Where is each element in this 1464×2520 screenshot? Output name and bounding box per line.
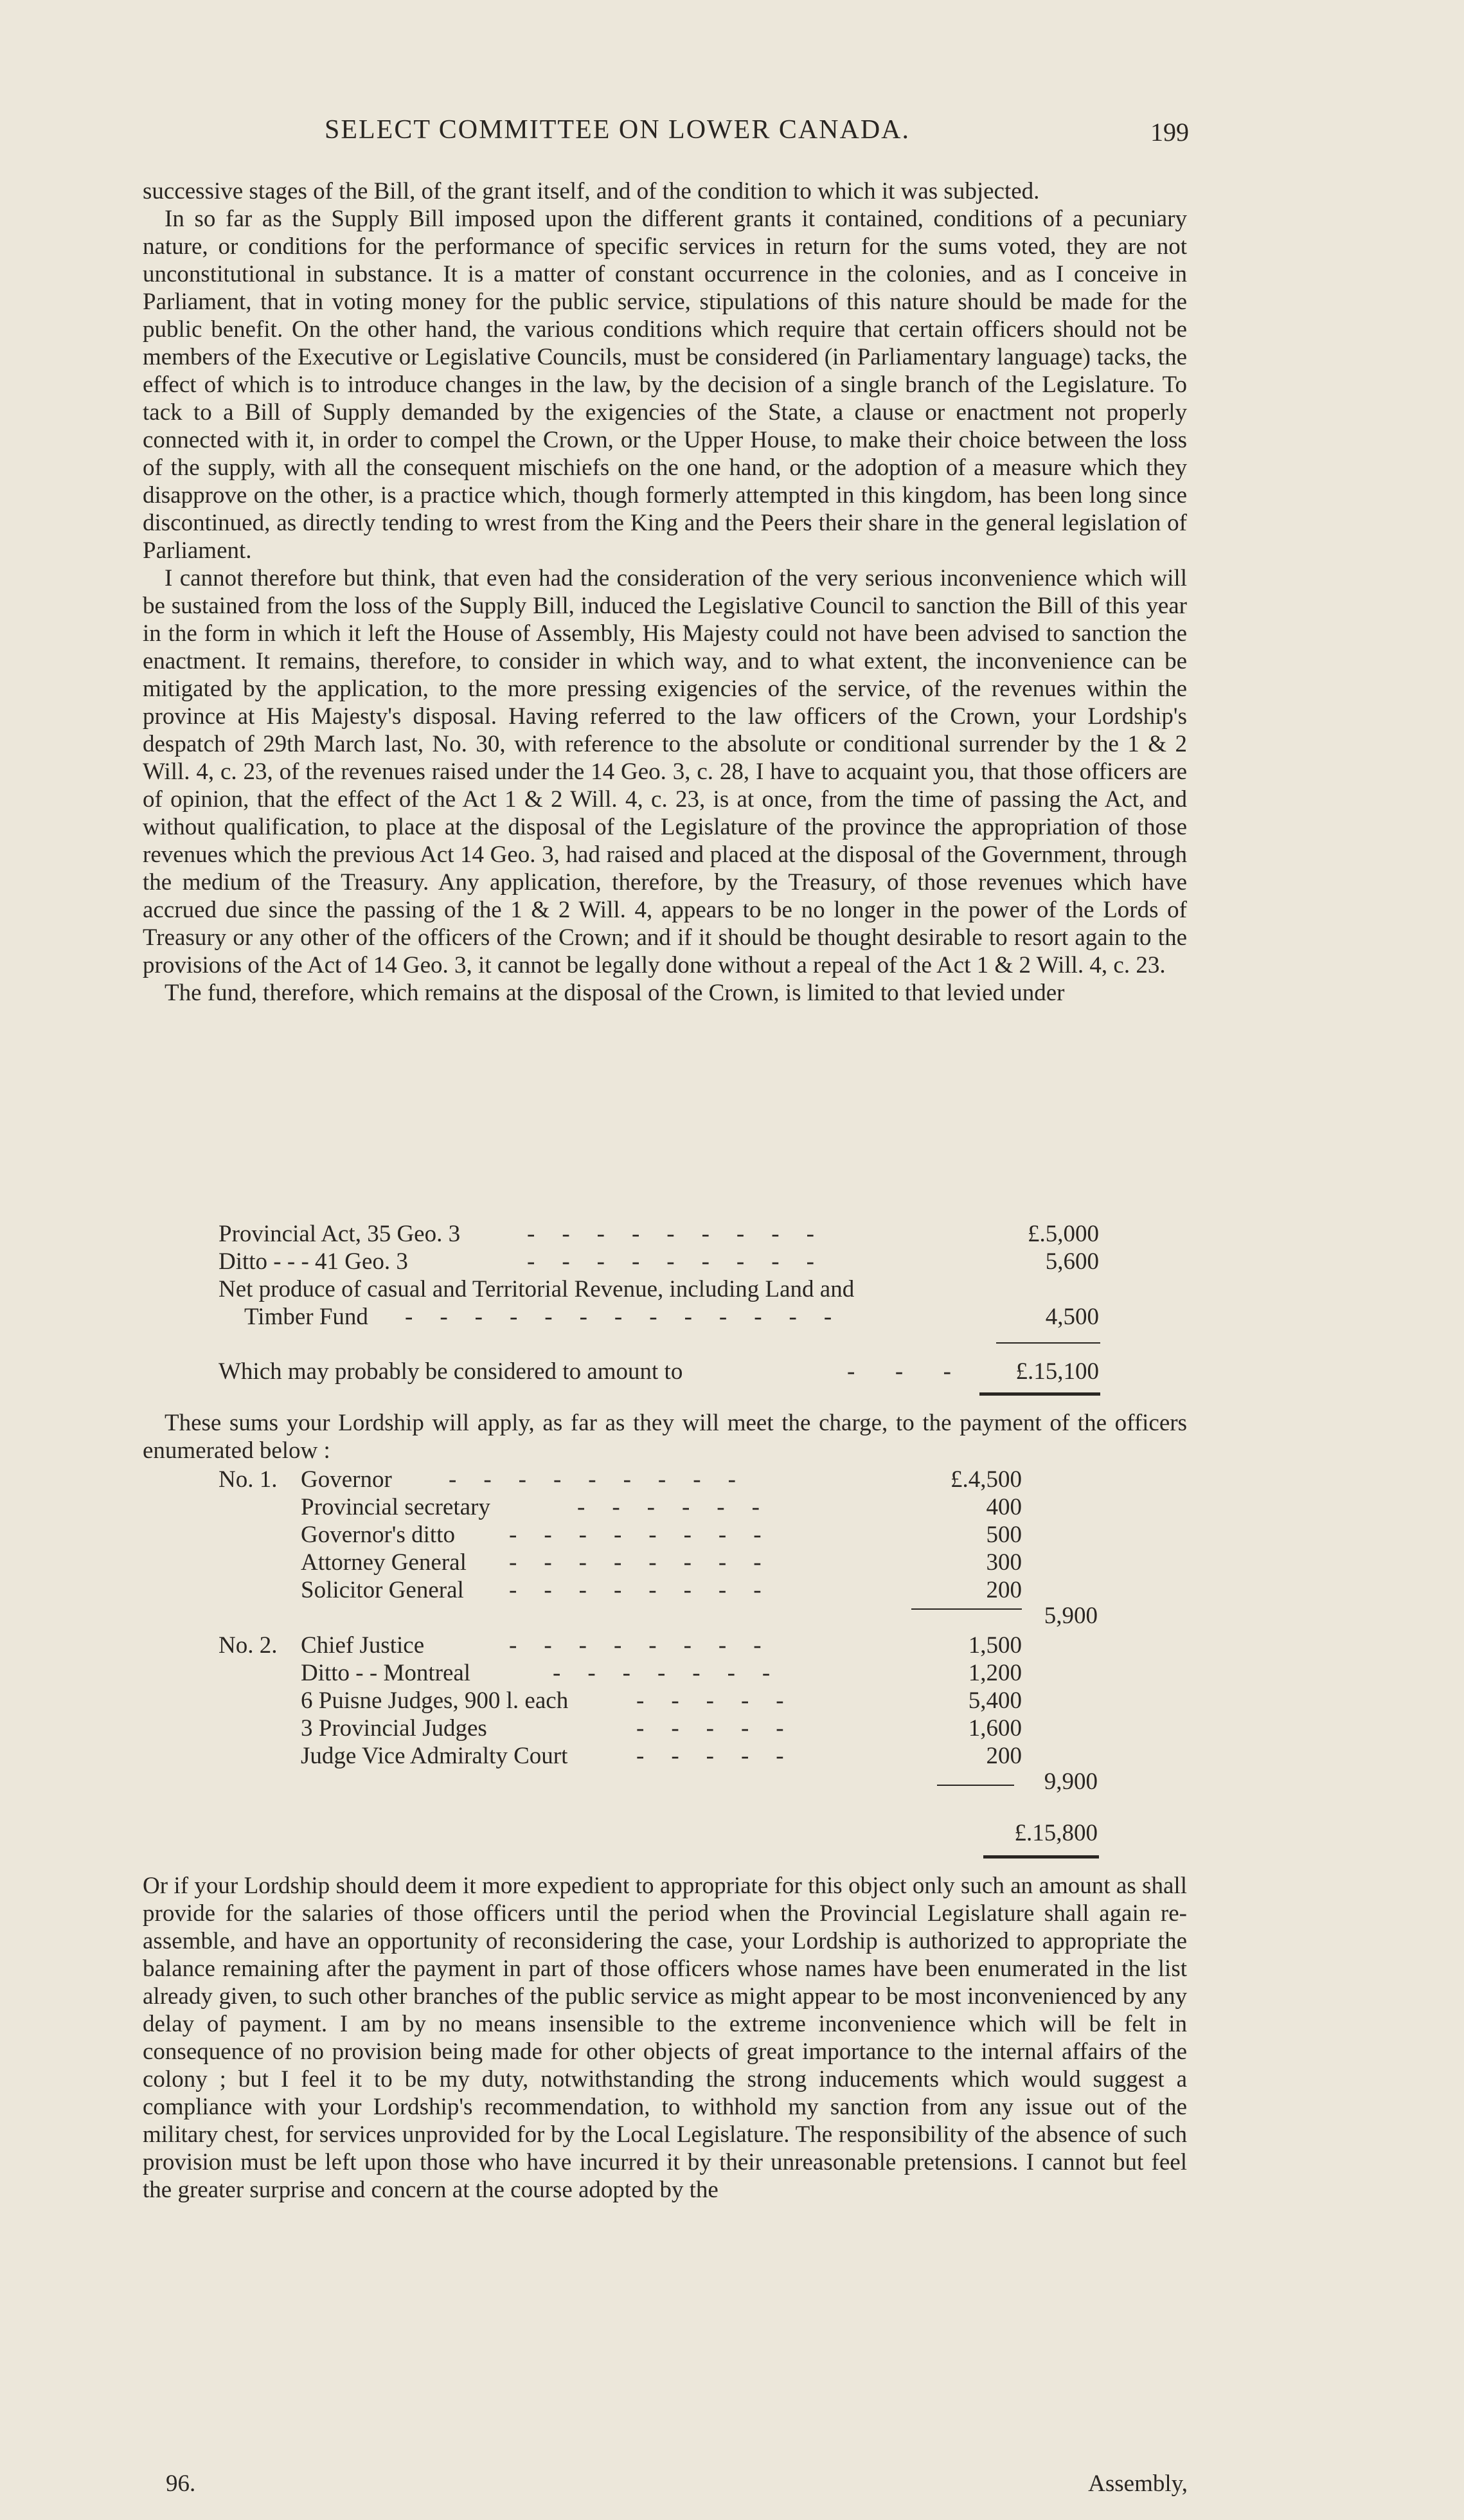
- fund-total-amount: £.15,100: [1015, 1358, 1099, 1385]
- officer-amount: 1,600: [968, 1715, 1022, 1742]
- running-header: [141, 114, 1189, 159]
- leader-dashes: - - - - - - - -: [509, 1577, 762, 1603]
- officer-amount: 400: [986, 1494, 1022, 1520]
- signature-mark: 96.: [166, 2470, 196, 2497]
- leader-dashes: - - - - - - - - -: [527, 1221, 815, 1247]
- leader-dashes: - - - - - - - - -: [449, 1466, 736, 1493]
- paragraph: I cannot therefore but think, that even had the consideration of the very serious inconvenience which will be sustained from the loss of the Supply Bill, induced the Legislative Council to sanction the Bill of this year in the form in which it left the House of Assembly, His Majesty could not have been advised to sanction the enactment. It remains, therefore, to consider in which way, and to what extent, the inconvenience can be mitigated by the application, to the more pressing exigencies of the service, of the revenues within the province at His Majesty's disposal. Having referred to the law officers of the Crown, your Lordship's despatch of 29th March last, No. 30, with reference to the absolute or conditional surrender by the 1 & 2 Will. 4, c. 23, of the revenues raised under the 14 Geo. 3, c. 28, I have to acquaint you, that those officers are of opinion, that the effect of the Act 1 & 2 Will. 4, c. 23, is at once, from the time of passing the Act, and without qualification, to place at the disposal of the Legislature of the province the appropriation of those revenues which the previous Act 14 Geo. 3, had raised and placed at the disposal of the Government, through the medium of the Treasury. Any application, therefore, by the Treasury, of those revenues which have accrued due since the passing of the 1 & 2 Will. 4, appears to be no longer in the power of the Lords of Treasury or any other of the officers of the Crown; and if it should be thought desirable to resort again to the provisions of the Act of 14 Geo. 3, it cannot be legally done without a repeal of the Act 1 & 2 Will. 4, c. 23.: [143, 565, 1187, 978]
- sum-rule: [996, 1342, 1100, 1344]
- body-text-top: [143, 177, 1187, 1007]
- leader-dashes: - - - - -: [636, 1688, 785, 1714]
- paragraph: Or if your Lordship should deem it more expedient to appropriate for this object only such an amount as shall provide for the salaries of those officers until the period when the Provincial Legislature shall again re-assemble, and have an opportunity of reconsidering the case, your Lordship is authorized to appropriate the balance remaining after the payment in part of those officers whose names have been enumerated in the list already given, to such other branches of the public service as might appear to be most inconvenienced by any delay of payment. I am by no means insensible to the extreme inconvenience which will be felt in consequence of no provision being made for other objects of great importance to the internal affairs of the colony ; but I feel it to be my duty, notwithstanding the strong inducements which would suggest a compliance with your Lordship's recommendation, to withhold my sanction from any issue out of the military chest, for services unprovided for by the Local Legislature. The responsibility of the absence of such provision must be left upon those who have incurred it by their unreasonable pretensions. I cannot but feel the greater surprise and concern at the course adopted by the: [143, 1873, 1187, 2203]
- officer-amount: £.4,500: [951, 1466, 1022, 1493]
- officer-label: Ditto - - Montreal: [301, 1660, 471, 1686]
- group-subtotal: 5,900: [1044, 1603, 1098, 1629]
- fund-total-label: Which may probably be considered to amount to: [219, 1358, 683, 1385]
- subtotal-rule: [937, 1785, 1014, 1786]
- leader-dashes: - - -: [847, 1358, 952, 1385]
- officer-label: Governor: [301, 1466, 392, 1493]
- body-text-bottom: [143, 1872, 1187, 2204]
- leader-dashes: - - - - - - - -: [509, 1522, 762, 1548]
- officer-label: 6 Puisne Judges, 900 l. each: [301, 1688, 569, 1714]
- group-number: No. 2.: [219, 1632, 278, 1659]
- leader-dashes: - - - - - - - -: [509, 1632, 762, 1659]
- grand-total: £.15,800: [1014, 1820, 1098, 1846]
- fund-row-amount: 4,500: [1045, 1304, 1099, 1330]
- total-rule: [983, 1855, 1099, 1859]
- officer-label: Chief Justice: [301, 1632, 425, 1659]
- leader-dashes: - - - - - - - - -: [527, 1248, 815, 1275]
- officer-amount: 500: [986, 1522, 1022, 1548]
- catchword: Assembly,: [1088, 2470, 1188, 2497]
- officer-amount: 200: [986, 1743, 1022, 1769]
- officer-amount: 1,200: [968, 1660, 1022, 1686]
- officer-amount: 300: [986, 1549, 1022, 1576]
- page-number: 199: [1150, 118, 1189, 147]
- officer-label: 3 Provincial Judges: [301, 1715, 487, 1742]
- officer-amount: 200: [986, 1577, 1022, 1603]
- leader-dashes: - - - - - - - - - - - - -: [405, 1304, 833, 1330]
- officer-label: Attorney General: [301, 1549, 467, 1576]
- officer-amount: 1,500: [968, 1632, 1022, 1659]
- officer-label: Governor's ditto: [301, 1522, 455, 1548]
- paragraph: successive stages of the Bill, of the grant itself, and of the condition to which it was subjected.: [143, 178, 1040, 204]
- officers-intro: [143, 1409, 1187, 1464]
- leader-dashes: - - - - - - -: [553, 1660, 771, 1686]
- fund-row-label: Net produce of casual and Territorial Revenue, including Land and: [219, 1276, 855, 1302]
- officer-label: Provincial secretary: [301, 1494, 490, 1520]
- group-subtotal: 9,900: [1044, 1769, 1098, 1795]
- leader-dashes: - - - - - - - -: [509, 1549, 762, 1576]
- officer-label: Judge Vice Admiralty Court: [301, 1743, 568, 1769]
- paragraph: In so far as the Supply Bill imposed upon the different grants it contained, conditions of a pecuniary nature, or conditions for the performance of specific services in return for the sums voted, they are not unconstitutional in substance. It is a matter of constant occurrence in the colonies, and as I conceive in Parliament, that in voting money for the public service, stipulations of this nature should be made for the public benefit. On the other hand, the various conditions which require that certain officers should not be members of the Executive or Legislative Councils, must be considered (in Parliamentary language) tacks, the effect of which is to introduce changes in the law, by the decision of a single branch of the Legislature. To tack to a Bill of Supply demanded by the exigencies of the State, a clause or enactment not properly connected with it, in order to compel the Crown, or the Upper House, to make their choice between the loss of the supply, with all the consequent mischiefs on the one hand, or the adoption of a measure which they disapprove on the other, is a practice which, though formerly attempted in this kingdom, has been long since discontinued, as directly tending to wrest from the King and the Peers their share in the general legislation of Parliament.: [143, 206, 1187, 564]
- paragraph: The fund, therefore, which remains at the disposal of the Crown, is limited to that levied under: [165, 980, 1065, 1006]
- subtotal-rule: [911, 1608, 1022, 1610]
- fund-row-label: Ditto - - - 41 Geo. 3: [219, 1248, 408, 1275]
- page-title: SELECT COMMITTEE ON LOWER CANADA.: [325, 115, 911, 145]
- fund-row-label: Timber Fund: [244, 1304, 368, 1330]
- fund-row-label: Provincial Act, 35 Geo. 3: [219, 1221, 461, 1247]
- total-rule: [979, 1392, 1100, 1396]
- group-number: No. 1.: [219, 1466, 278, 1493]
- fund-row-amount: 5,600: [1045, 1248, 1099, 1275]
- officer-label: Solicitor General: [301, 1577, 464, 1603]
- officer-amount: 5,400: [968, 1688, 1022, 1714]
- leader-dashes: - - - - -: [636, 1715, 785, 1742]
- leader-dashes: - - - - - -: [577, 1494, 760, 1520]
- fund-row-amount: £.5,000: [1028, 1221, 1099, 1247]
- paragraph: These sums your Lordship will apply, as far as they will meet the charge, to the payment of the officers enumerated below :: [143, 1410, 1187, 1464]
- leader-dashes: - - - - -: [636, 1743, 785, 1769]
